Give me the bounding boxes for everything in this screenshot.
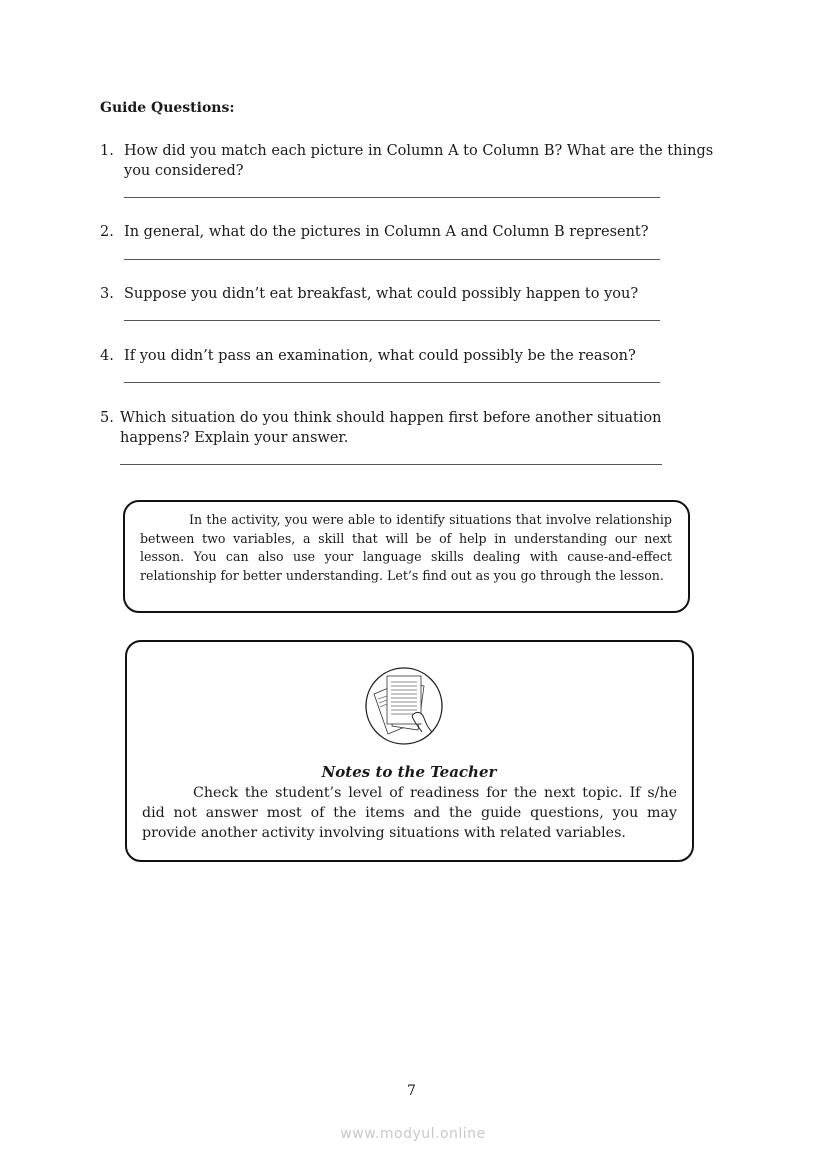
answer-line-5[interactable] xyxy=(120,464,662,465)
papers-in-hand-icon xyxy=(364,666,444,746)
question-text: happens? Explain your answer. xyxy=(120,430,349,446)
question-text: How did you match each picture in Column A to Column B? What are the things xyxy=(124,143,714,159)
answer-line-1[interactable] xyxy=(124,197,660,198)
question-number: 1. xyxy=(100,143,114,159)
question-2 xyxy=(100,222,740,242)
question-text: Which situation do you think should happen first before another situation xyxy=(120,410,662,426)
watermark: www.modyul.online xyxy=(340,1126,486,1142)
question-number: 2. xyxy=(100,224,114,240)
question-number: 3. xyxy=(100,286,114,302)
answer-line-3[interactable] xyxy=(124,320,660,321)
question-text: If you didn’t pass an examination, what could possibly be the reason? xyxy=(124,348,636,364)
question-text: Suppose you didn’t eat breakfast, what could possibly happen to you? xyxy=(124,286,639,302)
summary-text: In the activity, you were able to identify situations that involve relationship between two variables, a skill that will be of help in understanding our next lesson. You can also use your language skills dealing with cause-and-effect relationship for better understanding. Let’s find out as you go through the lesson. xyxy=(140,512,672,584)
question-number: 5. xyxy=(100,410,114,426)
guide-questions-heading: Guide Questions: xyxy=(100,100,235,116)
question-1 xyxy=(100,141,740,181)
question-number: 4. xyxy=(100,348,114,364)
answer-line-4[interactable] xyxy=(124,382,660,383)
answer-line-2[interactable] xyxy=(124,259,660,260)
page-number: 7 xyxy=(407,1083,416,1099)
notes-body: Check the student’s level of readiness for the next topic. If s/he did not answer most of the items and the guide questions, you may provide another activity involving situations with related variables. xyxy=(142,785,677,841)
question-text: In general, what do the pictures in Column A and Column B represent? xyxy=(124,224,649,240)
question-5 xyxy=(100,408,740,448)
question-4 xyxy=(100,346,740,366)
notes-title: Notes to the Teacher xyxy=(321,763,497,781)
question-text: you considered? xyxy=(124,163,244,179)
question-3 xyxy=(100,284,740,304)
